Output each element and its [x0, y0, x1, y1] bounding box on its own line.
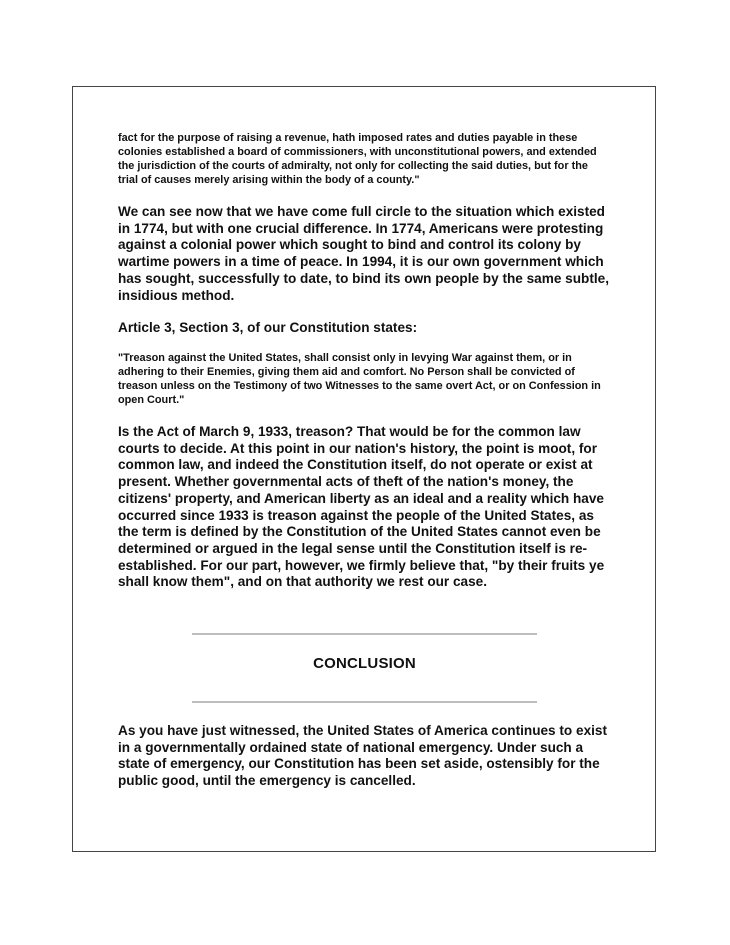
article-reference-line: Article 3, Section 3, of our Constitution states: — [118, 320, 418, 335]
paragraph-full-circle: We can see now that we have come full circle to the situation which existed in 1774, but with one crucial difference. In 1774, Americans were protesting against a colonial power which sought to bind and control its colony by wartime powers in a time of peace. In 1994, it is our own government which has sought, successfully to date, to bind its own people by the same subtle, insidious method. — [118, 204, 609, 303]
quote-treason-clause: "Treason against the United States, shall consist only in levying War against them, or in adhering to their Enemies, giving them aid and comfort. No Person shall be convicted of treason unless on the Testimony of two Witnesses to the same overt Act, or on Confession in open Court." — [118, 352, 601, 406]
paragraph-treason-question: Is the Act of March 9, 1933, treason? That would be for the common law courts to decide. At this point in our nation's history, the point is moot, for common law, and indeed the Constitution itself, do not operate or exist at present. Whether governmental acts of theft of the nation's money, the citizens' property, and American liberty as an ideal and a reality which have occurred since 1933 is treason against the people of the United States, as the term is defined by the Constitution of the United States cannot even be determined or argued in the legal sense until the Constitution itself is re-established. For our part, however, we firmly believe that, "by their fruits ye shall know them", and on that authority we rest our case. — [118, 424, 605, 590]
section-divider-bottom — [192, 701, 537, 703]
section-divider-top — [192, 633, 537, 635]
conclusion-heading: CONCLUSION — [313, 655, 416, 672]
quote-colonial-grievance: fact for the purpose of raising a revenue, hath imposed rates and duties payable in these colonies established a board of commissioners, with unconstitutional powers, and extended the jurisdiction of the courts of admiralty, not only for collecting the said duties, but for the trial of causes merely arising within the body of a county." — [118, 132, 597, 186]
paragraph-conclusion: As you have just witnessed, the United States of America continues to exist in a governmentally ordained state of national emergency. Under such a state of emergency, our Constitution has been set aside, ostensibly for the public good, until the emergency is cancelled. — [118, 723, 607, 789]
